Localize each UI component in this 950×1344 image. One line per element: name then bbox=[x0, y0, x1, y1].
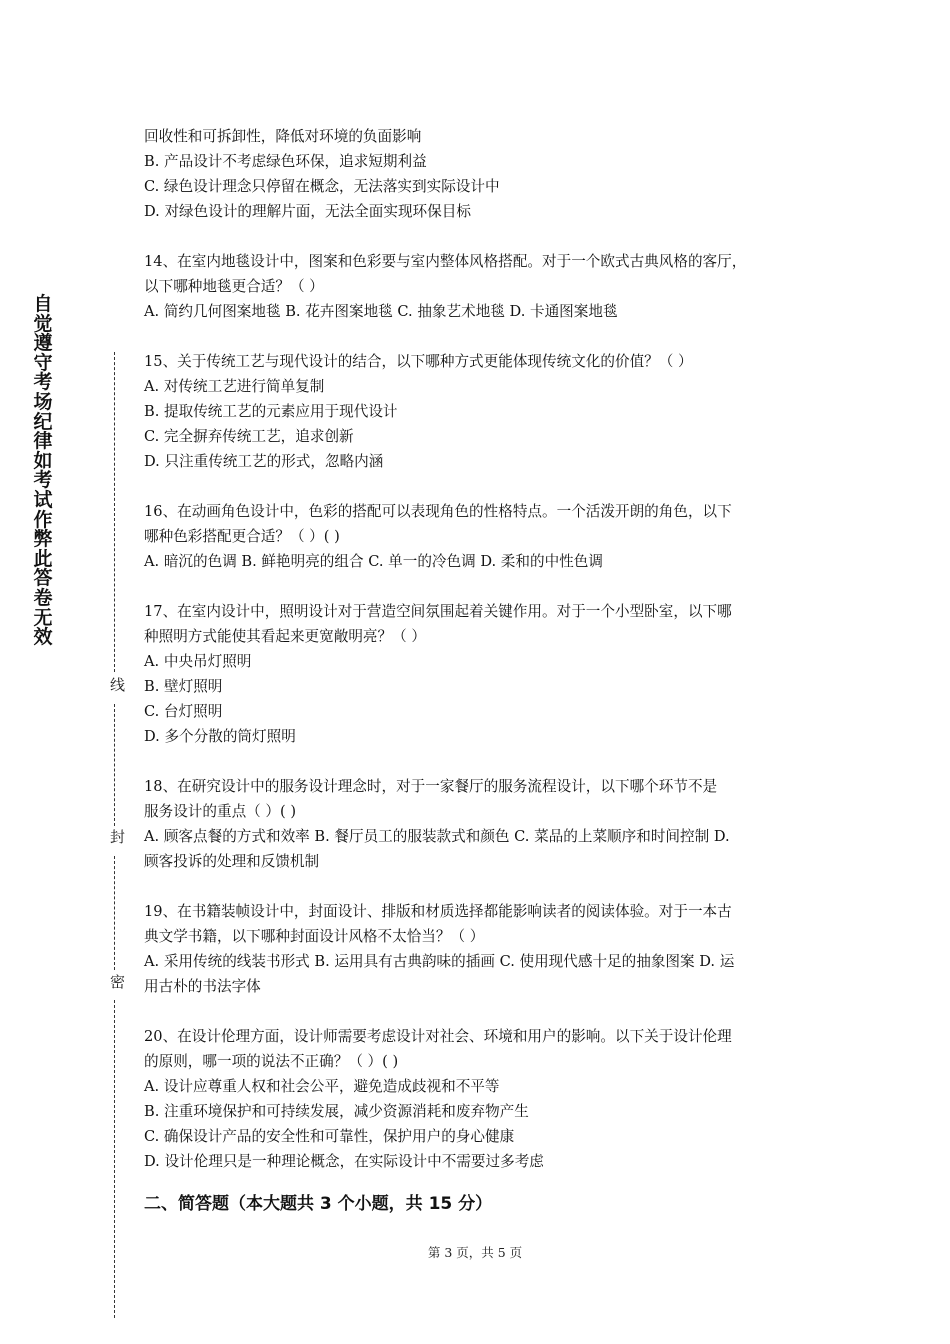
question-stem: 以下哪种地毯更合适？（ ） bbox=[144, 278, 324, 295]
question-13-continued bbox=[144, 124, 816, 224]
options-line: 用古朴的书法字体 bbox=[144, 978, 261, 995]
option-c: C. 台灯照明 bbox=[144, 703, 223, 720]
question-line: 回收性和可拆卸性，降低对环境的负面影响 bbox=[144, 128, 422, 145]
options-line: A. 简约几何图案地毯 B. 花卉图案地毯 C. 抽象艺术地毯 D. 卡通图案地毯 bbox=[144, 303, 618, 320]
binding-line bbox=[103, 352, 127, 1318]
exam-discipline-warning: 自觉遵守考场纪律如考试作弊此答卷无效 bbox=[33, 293, 53, 649]
options-line: A. 顾客点餐的方式和效率 B. 餐厅员工的服装款式和颜色 C. 菜品的上菜顺序和时间控制 D. bbox=[144, 828, 730, 845]
option-a: A. 对传统工艺进行简单复制 bbox=[144, 378, 325, 395]
option-a: A. 设计应尊重人权和社会公平，避免造成歧视和不平等 bbox=[144, 1078, 500, 1095]
option-b: B. 产品设计不考虑绿色环保，追求短期利益 bbox=[144, 153, 427, 170]
option-a: A. 中央吊灯照明 bbox=[144, 653, 252, 670]
option-b: B. 注重环境保护和可持续发展，减少资源消耗和废弃物产生 bbox=[144, 1103, 529, 1120]
question-stem: 18、在研究设计中的服务设计理念时，对于一家餐厅的服务流程设计，以下哪个环节不是 bbox=[144, 778, 718, 795]
option-c: C. 完全摒弃传统工艺，追求创新 bbox=[144, 428, 354, 445]
binding-dash-segment bbox=[114, 704, 115, 826]
question-15 bbox=[144, 349, 816, 474]
option-c: C. 确保设计产品的安全性和可靠性，保护用户的身心健康 bbox=[144, 1128, 515, 1145]
question-stem: 15、关于传统工艺与现代设计的结合，以下哪种方式更能体现传统文化的价值？（ ） bbox=[144, 353, 693, 370]
question-stem: 19、在书籍装帧设计中，封面设计、排版和材质选择都能影响读者的阅读体验。对于一本古 bbox=[144, 903, 732, 920]
binding-mark-mi: 密 bbox=[108, 974, 126, 989]
question-stem: 典文学书籍，以下哪种封面设计风格不太恰当？（ ） bbox=[144, 928, 485, 945]
page-number-footer: 第 3 页，共 5 页 bbox=[427, 1245, 523, 1260]
binding-dash-segment bbox=[114, 1000, 115, 1318]
section-title-short-answer: 二、简答题（本大题共 3 个小题，共 15 分） bbox=[144, 1194, 493, 1214]
question-stem: 哪种色彩搭配更合适？（ ）( ) bbox=[144, 528, 340, 545]
option-b: B. 壁灯照明 bbox=[144, 678, 223, 695]
question-17 bbox=[144, 599, 816, 749]
binding-mark-feng: 封 bbox=[108, 829, 126, 844]
question-stem: 16、在动画角色设计中，色彩的搭配可以表现角色的性格特点。一个活泼开朗的角色，以下 bbox=[144, 503, 732, 520]
question-stem: 20、在设计伦理方面，设计师需要考虑设计对社会、环境和用户的影响。以下关于设计伦理 bbox=[144, 1028, 732, 1045]
question-18 bbox=[144, 774, 816, 874]
question-stem: 种照明方式能使其看起来更宽敞明亮？（ ） bbox=[144, 628, 426, 645]
option-d: D. 对绿色设计的理解片面，无法全面实现环保目标 bbox=[144, 203, 471, 220]
question-stem: 17、在室内设计中，照明设计对于营造空间氛围起着关键作用。对于一个小型卧室，以下哪 bbox=[144, 603, 732, 620]
question-20 bbox=[144, 1024, 816, 1174]
question-16 bbox=[144, 499, 816, 574]
option-d: D. 设计伦理只是一种理论概念，在实际设计中不需要过多考虑 bbox=[144, 1153, 544, 1170]
option-d: D. 多个分散的筒灯照明 bbox=[144, 728, 296, 745]
binding-mark-xian: 线 bbox=[108, 677, 126, 692]
exam-content bbox=[144, 124, 816, 1218]
options-line: A. 采用传统的线装书形式 B. 运用具有古典韵味的插画 C. 使用现代感十足的抽象图案 D. 运 bbox=[144, 953, 735, 970]
question-stem: 服务设计的重点（ ）( ) bbox=[144, 803, 297, 820]
options-line: A. 暗沉的色调 B. 鲜艳明亮的组合 C. 单一的冷色调 D. 柔和的中性色调 bbox=[144, 553, 603, 570]
question-14 bbox=[144, 249, 816, 324]
question-stem: 的原则，哪一项的说法不正确？（ ）( ) bbox=[144, 1053, 399, 1070]
option-c: C. 绿色设计理念只停留在概念，无法落实到实际设计中 bbox=[144, 178, 500, 195]
binding-dash-segment bbox=[114, 856, 115, 970]
binding-dash-segment bbox=[114, 352, 115, 672]
options-line: 顾客投诉的处理和反馈机制 bbox=[144, 853, 320, 870]
option-b: B. 提取传统工艺的元素应用于现代设计 bbox=[144, 403, 398, 420]
option-d: D. 只注重传统工艺的形式，忽略内涵 bbox=[144, 453, 384, 470]
question-19 bbox=[144, 899, 816, 999]
question-stem: 14、在室内地毯设计中，图案和色彩要与室内整体风格搭配。对于一个欧式古典风格的客厅， bbox=[144, 253, 747, 270]
